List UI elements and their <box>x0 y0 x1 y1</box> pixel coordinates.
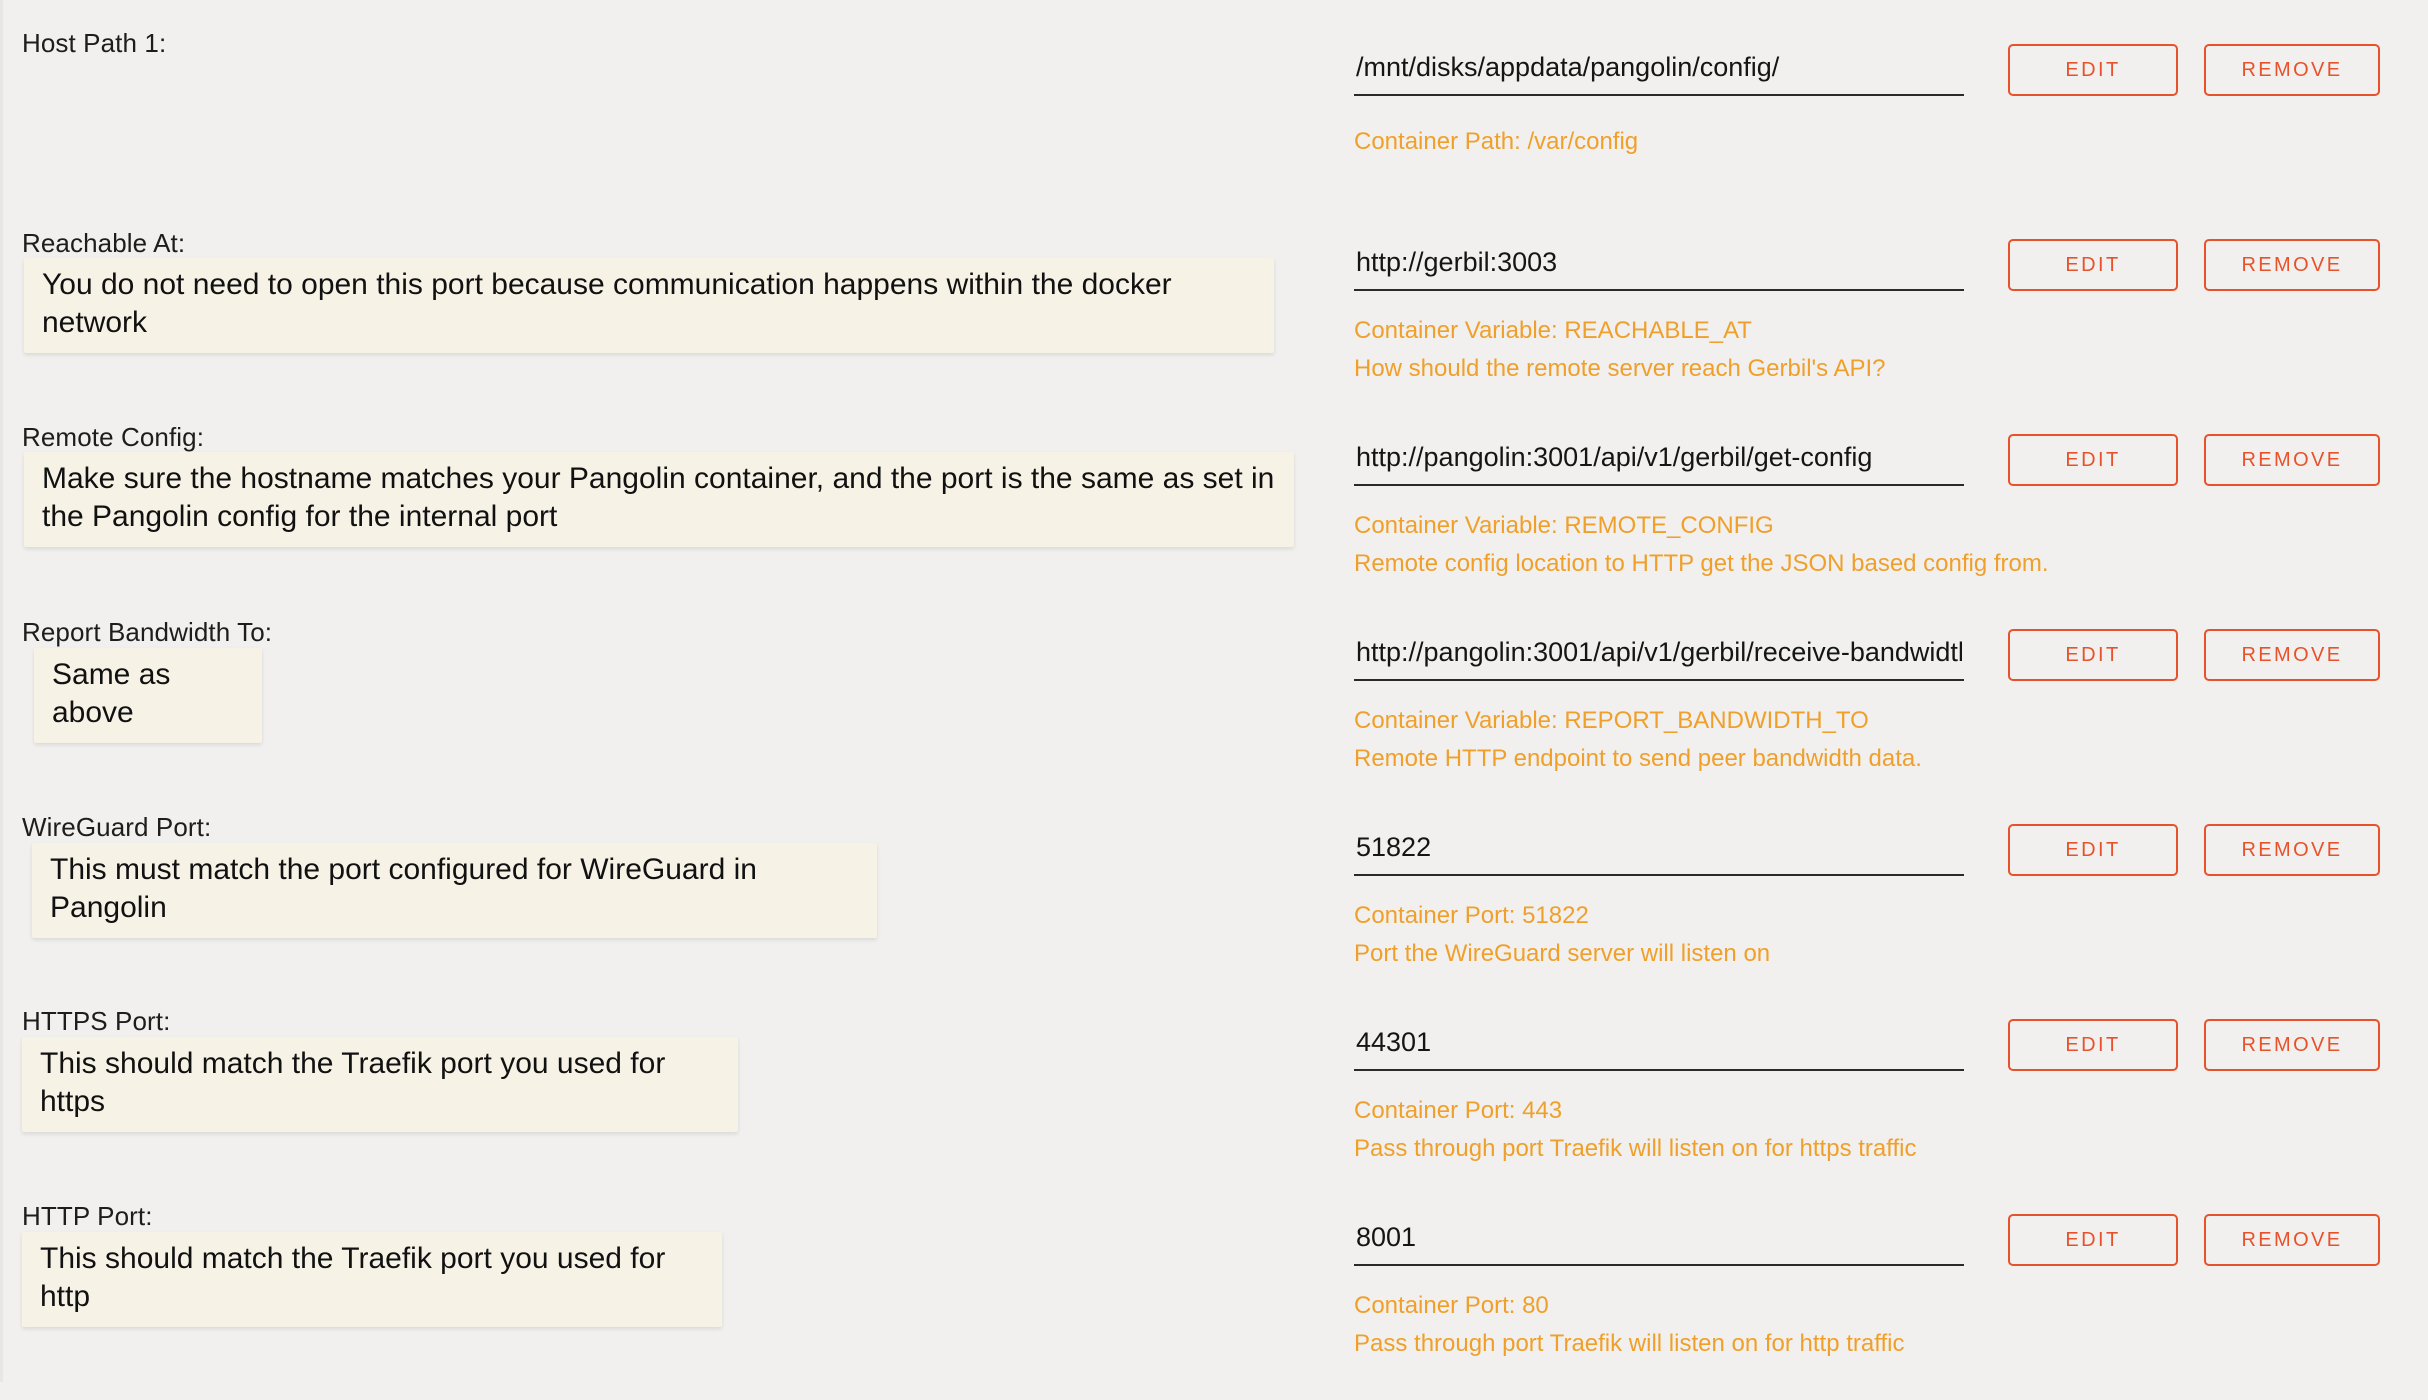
hint-http-port-container-port: Container Port: 80 <box>1354 1292 1549 1319</box>
hint-remote-config-description: Remote config location to HTTP get the JSON based config from. <box>1354 550 2049 577</box>
remove-button-wireguard-port[interactable]: REMOVE <box>2204 824 2380 876</box>
field-row-https-port <box>1340 1023 2428 1162</box>
https-port-input[interactable] <box>1354 1023 1964 1071</box>
wireguard-port-input[interactable] <box>1354 828 1964 876</box>
field-row-wireguard-port <box>1340 828 2428 967</box>
label-host-path-1: Host Path 1: <box>22 28 167 58</box>
tip-remote-config: Make sure the hostname matches your Pangolin container, and the port is the same as set in the Pangolin config for the internal port <box>24 452 1294 547</box>
label-reachable-at: Reachable At: <box>22 228 186 258</box>
hint-host-path-1-container-path: Container Path: /var/config <box>1354 128 1639 155</box>
label-http-port: HTTP Port: <box>22 1201 153 1231</box>
remove-button-remote-config[interactable]: REMOVE <box>2204 434 2380 486</box>
hint-wireguard-port-container-port: Container Port: 51822 <box>1354 902 1589 929</box>
hint-wireguard-port-description: Port the WireGuard server will listen on <box>1354 940 1771 967</box>
remove-button-report-bandwidth-to[interactable]: REMOVE <box>2204 629 2380 681</box>
hint-https-port-description: Pass through port Traefik will listen on for https traffic <box>1354 1135 1917 1162</box>
tip-https-port: This should match the Traefik port you used for https <box>22 1037 738 1132</box>
edit-button-host-path-1[interactable]: EDIT <box>2008 44 2178 96</box>
reachable-at-input[interactable] <box>1354 243 1964 291</box>
remove-button-http-port[interactable]: REMOVE <box>2204 1214 2380 1266</box>
field-row-report-bandwidth-to <box>1340 633 2428 772</box>
hint-report-bandwidth-to-description: Remote HTTP endpoint to send peer bandwidth data. <box>1354 745 1922 772</box>
label-remote-config: Remote Config: <box>22 422 205 452</box>
tip-reachable-at: You do not need to open this port because communication happens within the docker network <box>24 258 1274 353</box>
edit-button-remote-config[interactable]: EDIT <box>2008 434 2178 486</box>
edit-button-https-port[interactable]: EDIT <box>2008 1019 2178 1071</box>
edit-button-report-bandwidth-to[interactable]: EDIT <box>2008 629 2178 681</box>
remove-button-https-port[interactable]: REMOVE <box>2204 1019 2380 1071</box>
hint-reachable-at-description: How should the remote server reach Gerbil's API? <box>1354 355 1886 382</box>
edit-button-wireguard-port[interactable]: EDIT <box>2008 824 2178 876</box>
hint-remote-config-variable: Container Variable: REMOTE_CONFIG <box>1354 512 1774 539</box>
label-https-port: HTTPS Port: <box>22 1006 171 1036</box>
fields-column <box>1340 0 2428 1400</box>
field-row-host-path-1 <box>1340 48 2428 168</box>
edit-button-reachable-at[interactable]: EDIT <box>2008 239 2178 291</box>
page-bottom-edge <box>0 1382 2428 1400</box>
remove-button-reachable-at[interactable]: REMOVE <box>2204 239 2380 291</box>
hint-report-bandwidth-to-variable: Container Variable: REPORT_BANDWIDTH_TO <box>1354 707 1869 734</box>
tip-report-bandwidth-to: Same as above <box>34 648 262 743</box>
label-report-bandwidth-to: Report Bandwidth To: <box>22 617 273 647</box>
tip-wireguard-port: This must match the port configured for WireGuard in Pangolin <box>32 843 877 938</box>
edit-button-http-port[interactable]: EDIT <box>2008 1214 2178 1266</box>
hint-http-port-description: Pass through port Traefik will listen on for http traffic <box>1354 1330 1905 1357</box>
http-port-input[interactable] <box>1354 1218 1964 1266</box>
label-wireguard-port: WireGuard Port: <box>22 812 212 842</box>
remove-button-host-path-1[interactable]: REMOVE <box>2204 44 2380 96</box>
host-path-1-input[interactable] <box>1354 48 1964 96</box>
field-row-http-port <box>1340 1218 2428 1357</box>
field-row-reachable-at <box>1340 243 2428 382</box>
remote-config-input[interactable] <box>1354 438 1964 486</box>
tip-http-port: This should match the Traefik port you used for http <box>22 1232 722 1327</box>
field-row-remote-config <box>1340 438 2428 577</box>
hint-reachable-at-variable: Container Variable: REACHABLE_AT <box>1354 317 1752 344</box>
report-bandwidth-to-input[interactable] <box>1354 633 1964 681</box>
hint-https-port-container-port: Container Port: 443 <box>1354 1097 1563 1124</box>
